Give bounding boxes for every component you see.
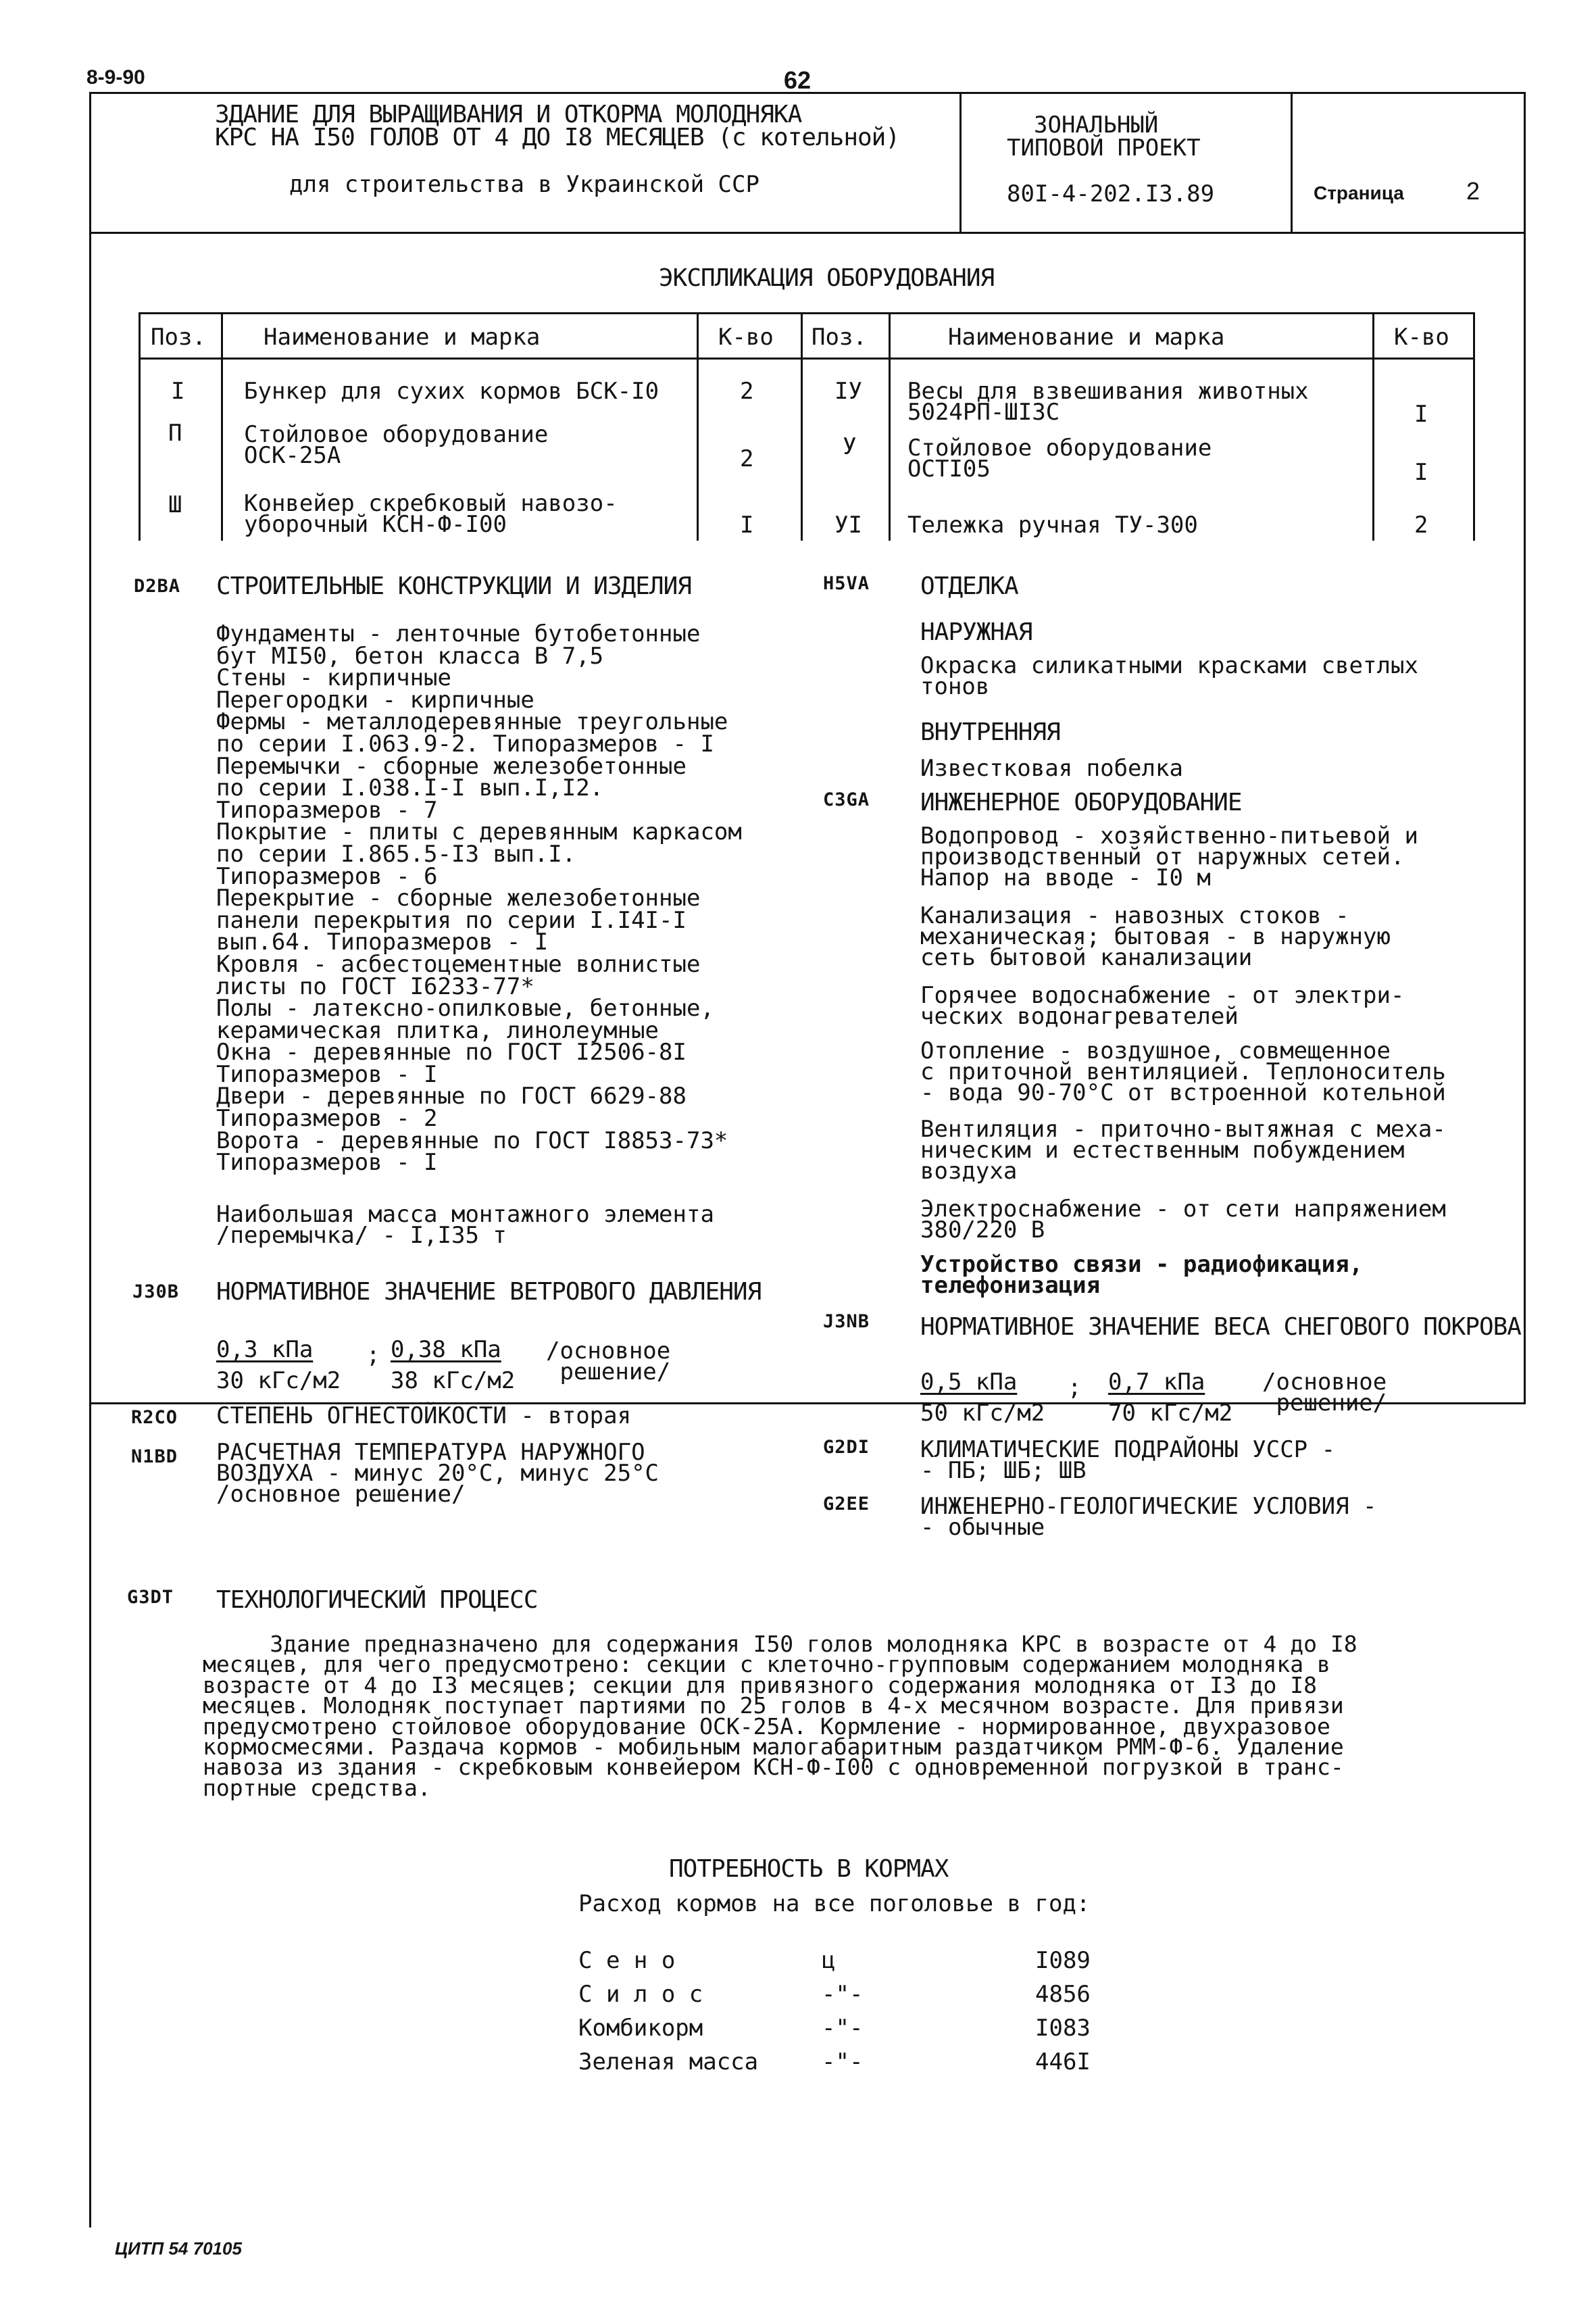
project-code: 80I-4-202.I3.89 bbox=[1007, 180, 1215, 207]
eq-right-name-2: Стойловое оборудование ОСТI05 bbox=[907, 435, 1212, 483]
engineering-title: ИНЖЕНЕРНОЕ ОБОРУДОВАНИЕ bbox=[920, 789, 1242, 816]
sheet-code: 8-9-90 bbox=[86, 66, 145, 89]
communications: Устройство связи - радиофикация, телефонизация bbox=[920, 1251, 1364, 1299]
feed-value-2: 4856 bbox=[1035, 1981, 1091, 2008]
wind-separator: ; bbox=[366, 1341, 380, 1369]
title-line1: ЗДАНИЕ ДЛЯ ВЫРАЩИВАНИЯ И ОТКОРМА МОЛОДНЯКА bbox=[215, 101, 802, 128]
code-d2ba: D2BA bbox=[134, 576, 181, 597]
eq-right-name-3: Тележка ручная ТУ-300 bbox=[907, 512, 1198, 539]
eq-left-pos-2: П bbox=[168, 420, 182, 447]
wind-subvalue-2: 38 кГс/м2 bbox=[391, 1367, 516, 1394]
feed-name-2: С и л о с bbox=[578, 1981, 703, 2008]
eq-col-name-left: Наименование и марка bbox=[264, 324, 541, 351]
eq-right-qty-1: I bbox=[1414, 401, 1428, 428]
eq-right-qty-2: I bbox=[1414, 459, 1428, 486]
eq-col-name-right: Наименование и марка bbox=[948, 324, 1225, 351]
eq-vline-4 bbox=[889, 312, 891, 541]
feed-subtitle: Расход кормов на все поголовье в год: bbox=[578, 1890, 1091, 1917]
eq-col-qty-left: К-во bbox=[718, 324, 774, 351]
eq-left-qty-1: 2 bbox=[740, 378, 754, 405]
snow-subvalue-1: 50 кГс/м2 bbox=[920, 1400, 1045, 1427]
eq-col-pos-right: Поз. bbox=[812, 324, 867, 351]
eq-vline-3 bbox=[801, 312, 803, 541]
eq-left-pos-3: Ш bbox=[168, 491, 182, 518]
feed-value-1: I089 bbox=[1035, 1947, 1091, 1974]
power-supply: Электроснабжение - от сети напряжением 380/220 В bbox=[920, 1196, 1446, 1244]
process-text: Здание предназначено для содержания I50 голов молодняка КРС в возрасте от 4 до I8 месяцев, для чего предусмотрено: секции с клеточно-групповым содержанием молодняка в возрасте от 4 до I3 месяцев; секции для привязного содержания молодняка от I3 до I8 месяцев. Молодняк поступает партиями по 25 голов в 4-х месячном возрасте. Для привязи предусмотрено стойловое оборудование ОСК-25А. Кормление - нормированное, двухразовое кормосмесями. Раздача кормов - мобильным малогабаритным раздатчиком РММ-Ф-6. Удаление навоза из здания - скребковым конвейером КСН-Ф-I00 с одновременной погрузкой в транс- портные средства. bbox=[203, 1631, 1357, 1801]
snow-load-title: НОРМАТИВНОЕ ЗНАЧЕНИЕ ВЕСА СНЕГОВОГО ПОКРОВА bbox=[920, 1313, 1521, 1341]
code-g2d1: G2DI bbox=[823, 1437, 870, 1458]
equipment-title: ЭКСПЛИКАЦИЯ ОБОРУДОВАНИЯ bbox=[659, 264, 995, 292]
eq-vline-5 bbox=[1372, 312, 1374, 541]
eq-left-name-3: Конвейер скребковый навозо- уборочный КСН-Ф-I00 bbox=[244, 490, 618, 538]
eq-left-name-2: Стойловое оборудование ОСК-25А bbox=[244, 421, 549, 469]
eq-col-qty-right: К-во bbox=[1394, 324, 1449, 351]
wind-subvalue-1: 30 кГс/м2 bbox=[216, 1367, 341, 1394]
title-line3: для строительства в Украинской ССР bbox=[289, 171, 759, 198]
water-supply: Водопровод - хозяйственно-питьевой и производственный от наружных сетей. Напор на вводе - I0 м bbox=[920, 822, 1418, 891]
finishing-outer-text: Окраска силикатными красками светлых тонов bbox=[920, 652, 1418, 700]
geology-conditions: ИНЖЕНЕРНО-ГЕОЛОГИЧЕСКИЕ УСЛОВИЯ - - обычные bbox=[920, 1493, 1377, 1541]
wind-note: /основное решение/ bbox=[546, 1337, 671, 1385]
feed-unit-1: ц bbox=[822, 1947, 836, 1974]
code-c3ga: C3GA bbox=[823, 789, 870, 810]
title-block-sep2 bbox=[1291, 92, 1293, 232]
eq-left-qty-3: I bbox=[740, 512, 754, 539]
code-g3dt: G3DT bbox=[127, 1587, 174, 1608]
feed-name-3: Комбикорм bbox=[578, 2015, 703, 2042]
eq-left-qty-2: 2 bbox=[740, 445, 754, 472]
finishing-inner-title: ВНУТРЕННЯЯ bbox=[920, 718, 1060, 746]
title-line2: КРС НА I50 ГОЛОВ ОТ 4 ДО I8 МЕСЯЦЕВ (с котельной) bbox=[215, 124, 900, 151]
fire-resistance: СТЕПЕНЬ ОГНЕСТОЙКОСТИ - вторая bbox=[216, 1402, 632, 1429]
process-title: ТЕХНОЛОГИЧЕСКИЙ ПРОЦЕСС bbox=[216, 1586, 538, 1614]
eq-left-pos-1: I bbox=[171, 378, 185, 405]
wind-value-1: 0,3 кПа bbox=[216, 1336, 314, 1363]
feed-value-4: 446I bbox=[1035, 2048, 1091, 2075]
eq-vline-0 bbox=[139, 312, 141, 541]
code-j30b: J30B bbox=[132, 1281, 180, 1302]
code-r2co: R2CO bbox=[131, 1407, 178, 1428]
ventilation: Вентиляция - приточно-вытяжная с меха- ническим и естественным побуждением воздуха bbox=[920, 1116, 1446, 1185]
code-h5va: H5VA bbox=[823, 573, 870, 594]
feed-value-3: I083 bbox=[1035, 2015, 1091, 2042]
eq-right-qty-3: 2 bbox=[1414, 512, 1428, 539]
heating: Отопление - воздушное, совмещенное с приточной вентиляцией. Теплоноситель - вода 90-70°С от встроенной котельной bbox=[920, 1037, 1446, 1106]
snow-separator: ; bbox=[1068, 1374, 1082, 1401]
snow-subvalue-2: 70 кГс/м2 bbox=[1108, 1400, 1233, 1427]
finishing-title: ОТДЕЛКА bbox=[920, 572, 1018, 600]
snow-value-2: 0,7 кПа bbox=[1108, 1369, 1205, 1396]
section-constructions-title: СТРОИТЕЛЬНЫЕ КОНСТРУКЦИИ И ИЗДЕЛИЯ bbox=[216, 572, 691, 600]
wind-pressure-title: НОРМАТИВНОЕ ЗНАЧЕНИЕ ВЕТРОВОГО ДАВЛЕНИЯ bbox=[216, 1278, 762, 1306]
eq-right-pos-1: IУ bbox=[834, 378, 862, 405]
title-block-divider bbox=[89, 232, 1526, 234]
feed-unit-3: -"- bbox=[822, 2015, 864, 2042]
hot-water: Горячее водоснабжение - от электри- ческих водонагревателей bbox=[920, 982, 1405, 1030]
snow-note: /основное решение/ bbox=[1262, 1369, 1387, 1417]
feed-unit-4: -"- bbox=[822, 2048, 864, 2075]
eq-right-name-1: Весы для взвешивания животных 5024РП-ШIЗС bbox=[907, 378, 1309, 426]
finishing-inner-text: Известковая побелка bbox=[920, 755, 1183, 782]
page-number: 62 bbox=[784, 66, 812, 94]
feed-unit-2: -"- bbox=[822, 1981, 864, 2008]
feed-name-1: С е н о bbox=[578, 1947, 676, 1974]
page-label: Страница bbox=[1314, 182, 1404, 203]
finishing-outer-title: НАРУЖНАЯ bbox=[920, 618, 1032, 646]
title-block-sep1 bbox=[959, 92, 962, 232]
eq-right-pos-2: У bbox=[843, 433, 857, 460]
feed-title: ПОТРЕБНОСТЬ В КОРМАХ bbox=[669, 1855, 949, 1883]
wind-value-2: 0,38 кПа bbox=[391, 1336, 501, 1363]
project-type-line2: ТИПОВОЙ ПРОЕКТ bbox=[1007, 134, 1201, 162]
snow-value-1: 0,5 кПа bbox=[920, 1369, 1018, 1396]
climate-subregions: КЛИМАТИЧЕСКИЕ ПОДРАЙОНЫ УССР - - ПБ; ШБ; ШВ bbox=[920, 1436, 1336, 1484]
page-value: 2 bbox=[1466, 177, 1480, 205]
max-mass-note: Наибольшая масса монтажного элемента /перемычка/ - I,I35 т bbox=[216, 1201, 714, 1249]
code-n1bd: N1BD bbox=[131, 1446, 178, 1467]
code-g2ee: G2EE bbox=[823, 1494, 870, 1515]
eq-vline-6 bbox=[1473, 312, 1475, 541]
eq-vline-2 bbox=[697, 312, 699, 541]
equipment-table bbox=[139, 312, 1475, 541]
eq-right-pos-3: УI bbox=[834, 512, 862, 539]
project-type-line1: ЗОНАЛЬНЫЙ bbox=[1034, 112, 1159, 139]
section-constructions-body: Фундаменты - ленточные бутобетонные бут МI50, бетон класса В 7,5 Стены - кирпичные Перегородки - кирпичные Фермы - металлодеревянные треугольные по серии I.063.9-2. Типоразмеров - I Перемычки - сборные железобетонные по серии I.038.I-I вып.I,I2. Типоразмеров - 7 Покрытие - плиты с деревянным каркасом по серии I.865.5-I3 вып.I. Типоразмеров - 6 Перекрытие - сборные железобетонные панели перекрытия по серии I.I4I-I вып.64. Типоразмеров - I Кровля - асбестоцементные волнистые листы по ГОСТ I6233-77* Полы - латексно-опилковые, бетонные, керамическая плитка, линолеумные Окна - деревянные по ГОСТ I2506-8I Типоразмеров - I Двери - деревянные по ГОСТ 6629-88 Типоразмеров - 2 Ворота - деревянные по ГОСТ I8853-73* Типоразмеров - I bbox=[216, 620, 742, 1177]
left-margin-line bbox=[89, 1403, 91, 2227]
eq-left-name-1: Бункер для сухих кормов БСК-I0 bbox=[244, 378, 659, 405]
feed-name-4: Зеленая масса bbox=[578, 2048, 759, 2075]
eq-vline-1 bbox=[221, 312, 223, 541]
print-stamp: ЦИТП 54 70105 bbox=[115, 2238, 242, 2259]
code-j3nb: J3NB bbox=[823, 1311, 870, 1332]
outdoor-temp: РАСЧЕТНАЯ ТЕМПЕРАТУРА НАРУЖНОГО ВОЗДУХА - минус 20°С, минус 25°С /основное решение/ bbox=[216, 1439, 659, 1508]
eq-col-pos-left: Поз. bbox=[151, 324, 206, 351]
sewerage: Канализация - навозных стоков - механическая; бытовая - в наружную сеть бытовой канализации bbox=[920, 902, 1391, 971]
